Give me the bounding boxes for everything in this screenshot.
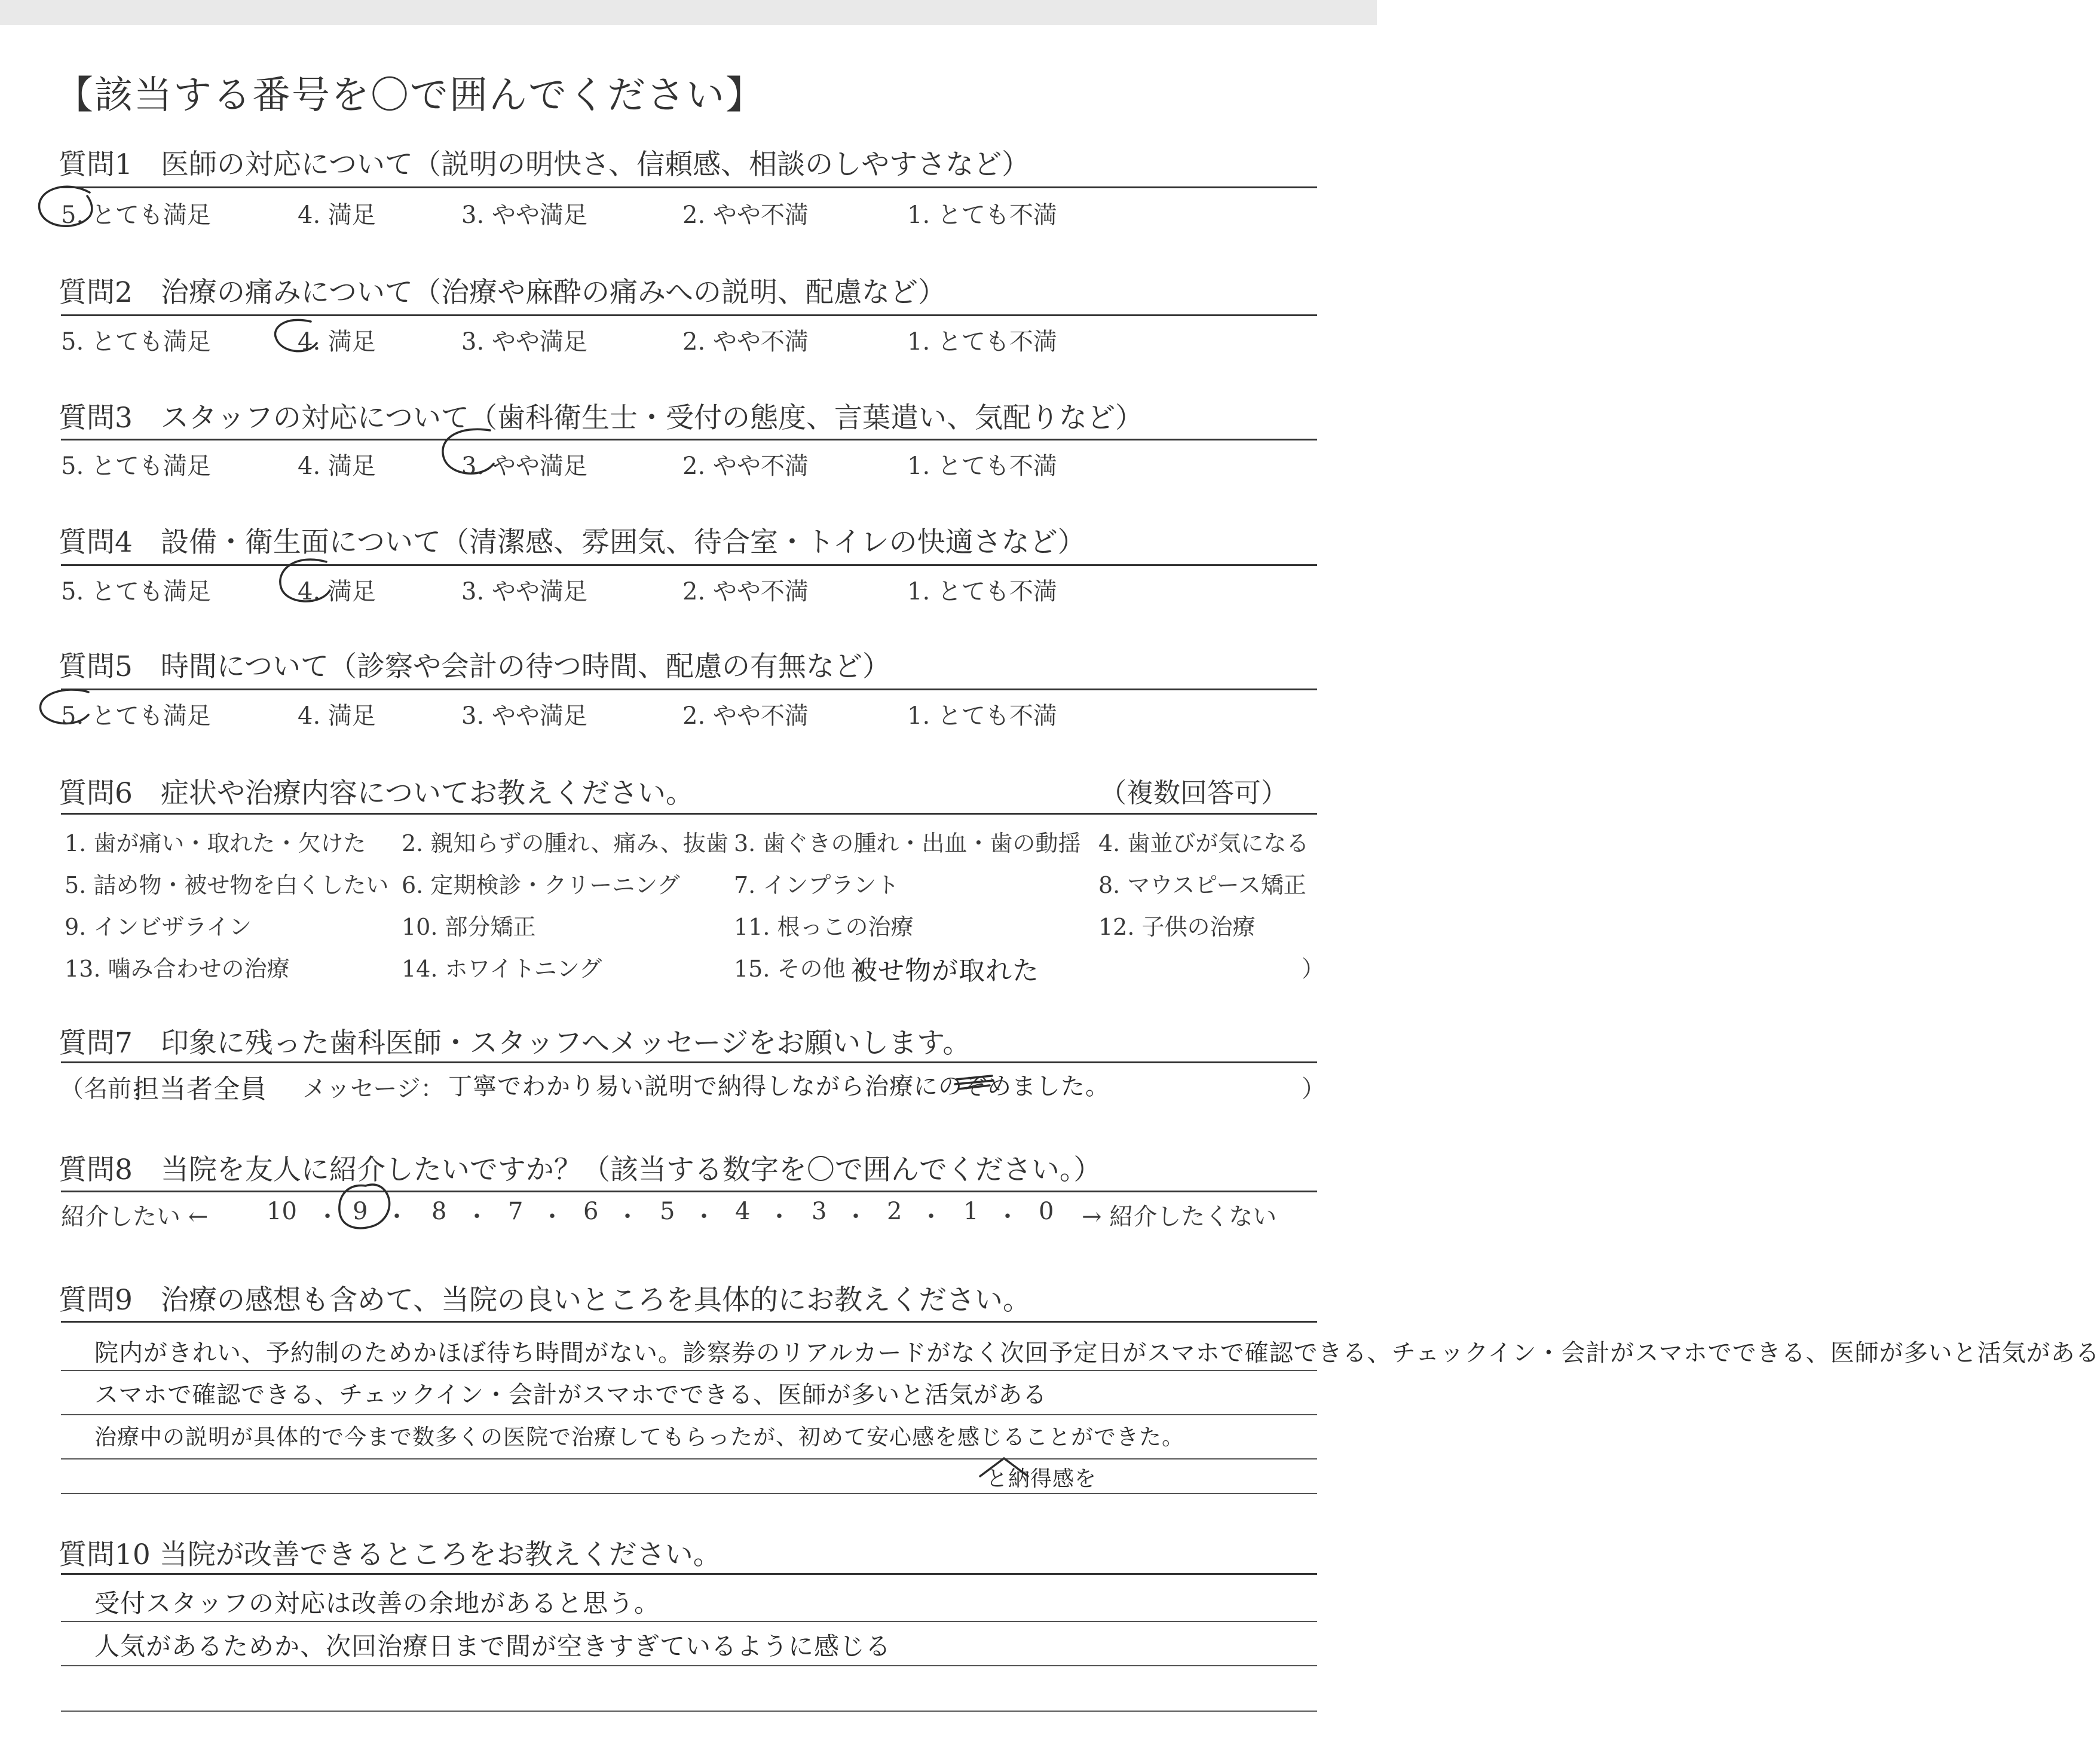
q8-scale-9[interactable]: 9 [353,1198,368,1225]
q8-scale-4[interactable]: 4 [735,1198,751,1225]
q8-dot: ・ [540,1203,564,1231]
q5-option-3[interactable]: 3. やや満足 [461,702,587,730]
q4-rule [61,564,1317,566]
q9-handwritten-line-1[interactable]: 院内がきれい、予約制のためかほぼ待ち時間がない。診察券のリアルカードがなく次回予定日がスマホで確認できる、チェックイン・会計がスマホでできる、医師が多いと活気がある [94,1339,2100,1367]
q3-option-5[interactable]: 5. とても満足 [61,452,211,480]
q8-right-label: → 紹介したくない [1082,1203,1277,1231]
q1-option-1[interactable]: 1. とても不満 [907,201,1057,229]
q3-title: 質問3 スタッフの対応について（歯科衛生士・受付の態度、言葉遣い、気配りなど） [59,402,1143,435]
q4-title: 質問4 設備・衛生面について（清潔感、雰囲気、待合室・トイレの快適さなど） [59,526,1086,559]
q9-handwritten-line-2[interactable]: スマホで確認できる、チェックイン・会計がスマホでできる、医師が多いと活気がある [94,1381,1048,1409]
q9-line [61,1458,1317,1459]
q9-line [61,1493,1317,1494]
q6-item-11[interactable]: 11. 根っこの治療 [734,914,914,940]
q8-title: 質問8 当院を友人に紹介したいですか？（該当する数字を〇で囲んでください。） [59,1153,1102,1186]
q1-option-4[interactable]: 4. 満足 [298,201,376,229]
q6-note: （複数回答可） [1100,777,1288,809]
q8-scale-2[interactable]: 2 [887,1198,902,1225]
q6-item-14[interactable]: 14. ホワイトニング [402,956,602,982]
q8-scale-6[interactable]: 6 [583,1198,599,1225]
q2-option-2[interactable]: 2. やや不満 [682,328,809,356]
q6-item-1[interactable]: 1. 歯が痛い・取れた・欠けた [65,830,366,856]
q7-message-label: メッセージ： [302,1075,445,1103]
q8-dot: ・ [996,1203,1020,1231]
q3-option-4[interactable]: 4. 満足 [298,452,376,480]
q6-title: 質問6 症状や治療内容についてお教えください。 [59,777,694,810]
q8-scale-8[interactable]: 8 [431,1198,447,1225]
q9-title: 質問9 治療の感想も含めて、当院の良いところを具体的にお教えください。 [59,1284,1031,1317]
q4-option-4[interactable]: 4. 満足 [298,578,376,605]
q8-dot: ・ [692,1203,716,1231]
q7-title: 質問7 印象に残った歯科医師・スタッフへメッセージをお願いします。 [59,1027,971,1060]
q6-rule [61,813,1317,815]
q6-item-2[interactable]: 2. 親知らずの腫れ、痛み、抜歯 [402,830,728,856]
q8-dot: ・ [844,1203,868,1231]
q5-title: 質問5 時間について（診察や会計の待つ時間、配慮の有無など） [59,650,890,683]
q8-dot: ・ [316,1203,339,1231]
q3-option-1[interactable]: 1. とても不満 [907,452,1057,480]
scan-top-band [0,0,1377,25]
q7-close: ） [1302,1075,1325,1103]
q6-item-10[interactable]: 10. 部分矯正 [402,914,536,940]
q9-rule [61,1321,1317,1323]
q2-option-1[interactable]: 1. とても不満 [907,328,1057,356]
q4-option-3[interactable]: 3. やや満足 [461,578,587,605]
q7-name-handwritten[interactable]: 担当者全員 [133,1074,267,1104]
q6-item-7[interactable]: 7. インプラント [734,872,899,898]
q1-title: 質問1 医師の対応について（説明の明快さ、信頼感、相談のしやすさなど） [59,148,1030,181]
q5-rule [61,689,1317,690]
q4-option-1[interactable]: 1. とても不満 [907,578,1057,605]
q2-option-3[interactable]: 3. やや満足 [461,328,587,356]
q8-scale-5[interactable]: 5 [660,1198,675,1225]
q4-option-2[interactable]: 2. やや不満 [682,578,809,605]
q10-line [61,1711,1317,1712]
q1-rule [61,186,1317,188]
q6-item-3[interactable]: 3. 歯ぐきの腫れ・出血・歯の動揺 [734,830,1081,856]
q8-dot: ・ [385,1203,409,1231]
q6-item-6[interactable]: 6. 定期検診・クリーニング [402,872,680,898]
page-heading: 【該当する番号を〇で囲んでください】 [55,74,765,118]
q1-option-3[interactable]: 3. やや満足 [461,201,587,229]
q7-name-label: （名前： [60,1075,155,1103]
q8-dot: ・ [616,1203,639,1231]
q6-item-9[interactable]: 9. インビザライン [65,914,252,940]
q8-left-label: 紹介したい ← [61,1203,209,1231]
q8-scale-3[interactable]: 3 [812,1198,827,1225]
q10-line [61,1621,1317,1622]
q2-title: 質問2 治療の痛みについて（治療や麻酔の痛みへの説明、配慮など） [59,276,947,309]
q5-option-1[interactable]: 1. とても不満 [907,702,1057,730]
q6-item-4[interactable]: 4. 歯並びが気になる [1098,830,1309,856]
q6-item-5[interactable]: 5. 詰め物・被せ物を白くしたい [65,872,389,898]
q10-title: 質問10 当院が改善できるところをお教えください。 [59,1538,721,1571]
q8-rule [61,1191,1317,1192]
q8-scale-7[interactable]: 7 [508,1198,524,1225]
q8-dot: ・ [465,1203,489,1231]
q8-dot: ・ [919,1203,943,1231]
q8-scale-1[interactable]: 1 [963,1198,979,1225]
q6-item-13[interactable]: 13. 噛み合わせの治療 [65,956,290,982]
q6-other-close: ） [1302,956,1325,982]
q9-line [61,1370,1317,1371]
q9-line [61,1414,1317,1415]
q7-message-handwritten[interactable]: 丁寧でわかり易い説明で納得しながら治療にのぞめました。 [448,1073,1110,1100]
q2-option-4[interactable]: 4. 満足 [298,328,376,356]
q1-option-5[interactable]: 5. とても満足 [61,201,211,229]
q5-option-4[interactable]: 4. 満足 [298,702,376,730]
q6-item-8[interactable]: 8. マウスピース矯正 [1098,872,1306,898]
q10-handwritten-line-2[interactable]: 人気があるためか、次回治療日まで間が空きすぎているように感じる [94,1632,892,1661]
q8-scale-10[interactable]: 10 [267,1198,297,1225]
q6-item-15[interactable]: 15. その他（ [734,956,868,982]
q7-rule [61,1061,1317,1063]
q2-option-5[interactable]: 5. とても満足 [61,328,211,356]
q2-rule [61,314,1317,316]
q3-option-3[interactable]: 3. やや満足 [461,452,587,480]
q3-option-2[interactable]: 2. やや不満 [682,452,809,480]
q10-rule [61,1573,1317,1575]
q8-scale-0[interactable]: 0 [1039,1198,1054,1225]
q9-handwritten-line-3[interactable]: 治療中の説明が具体的で今まで数多くの医院で治療してもらったが、初めて安心感を感じることができた。 [94,1424,1184,1450]
q6-other-handwritten[interactable]: 被せ物が取れた [851,956,1039,986]
q5-option-5[interactable]: 5. とても満足 [61,702,211,730]
q3-rule [61,439,1317,440]
q8-dot: ・ [767,1203,791,1231]
q10-handwritten-line-1[interactable]: 受付スタッフの対応は改善の余地があると思う。 [94,1589,660,1618]
q1-option-2[interactable]: 2. やや不満 [682,201,809,229]
q9-handwritten-insert[interactable]: と納得感を [986,1467,1097,1491]
q6-item-12[interactable]: 12. 子供の治療 [1098,914,1256,940]
q10-line [61,1665,1317,1666]
q4-option-5[interactable]: 5. とても満足 [61,578,211,605]
q5-option-2[interactable]: 2. やや不満 [682,702,809,730]
